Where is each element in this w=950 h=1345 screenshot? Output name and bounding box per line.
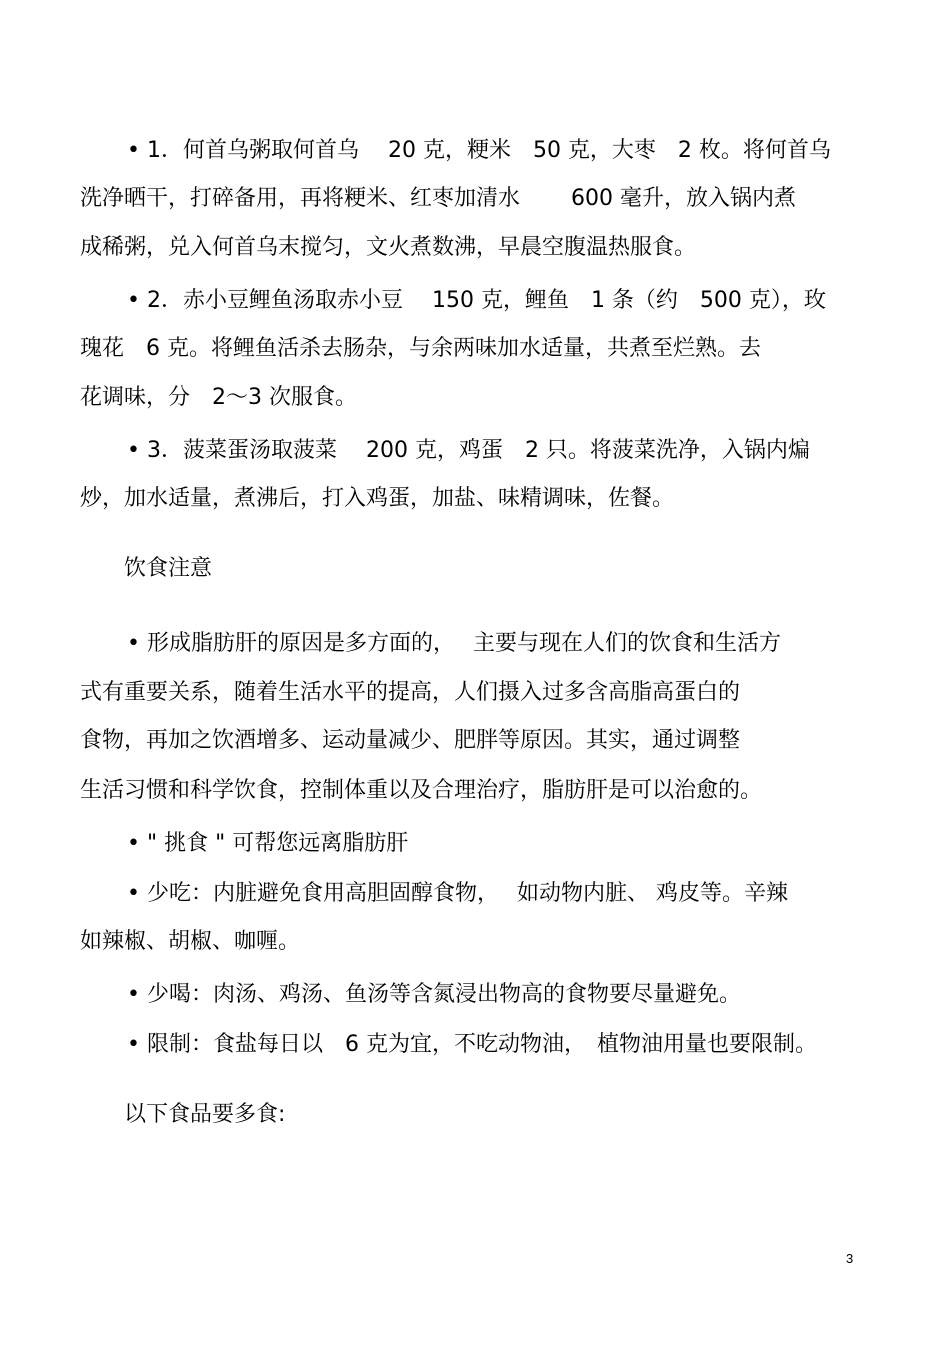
paragraph-4-line-1: • 形成脂肪肝的原因是多方面的， 主要与现在人们的饮食和生活方: [127, 631, 781, 656]
paragraph-5-line-1: • " 挑食 " 可帮您远离脂肪肝: [127, 831, 409, 856]
paragraph-4-line-2: 式有重要关系，随着生活水平的提高，人们摄入过多含高脂高蛋白的: [80, 680, 741, 705]
paragraph-3-line-2: 炒，加水适量，煮沸后，打入鸡蛋，加盐、味精调味，佐餐。: [80, 486, 675, 511]
paragraph-6-line-1: • 少吃：内脏避免食用高胆固醇食物， 如动物内脏、 鸡皮等。辛辣: [127, 881, 788, 906]
paragraph-4-line-4: 生活习惯和科学饮食，控制体重以及合理治疗，脂肪肝是可以治愈的。: [80, 778, 763, 803]
paragraph-2-line-2: 瑰花 6 克。将鲤鱼活杀去肠杂，与余两味加水适量，共煮至烂熟。去: [80, 336, 761, 361]
paragraph-1-line-3: 成稀粥，兑入何首乌末搅匀，文火煮数沸，早晨空腹温热服食。: [80, 235, 697, 260]
paragraph-2-line-3: 花调味，分 2～3 次服食。: [80, 385, 357, 410]
paragraph-8-line-1: • 限制：食盐每日以 6 克为宜，不吃动物油， 植物油用量也要限制。: [127, 1032, 817, 1057]
paragraph-1-line-1: • 1．何首乌粥取何首乌 20 克，粳米 50 克，大枣 2 枚。将何首乌: [127, 138, 831, 163]
paragraph-1-line-2: 洗净晒干，打碎备用，再将粳米、红枣加清水 600 毫升，放入锅内煮: [80, 186, 796, 211]
paragraph-4-line-3: 食物，再加之饮酒增多、运动量减少、肥胖等原因。其实，通过调整: [80, 728, 741, 753]
section-heading: 饮食注意: [124, 556, 213, 581]
paragraph-6-line-2: 如辣椒、胡椒、咖喱。: [80, 929, 301, 954]
paragraph-3-line-1: • 3．菠菜蛋汤取菠菜 200 克，鸡蛋 2 只。将菠菜洗净，入锅内煸: [127, 438, 810, 463]
paragraph-9-line-1: 以下食品要多食:: [124, 1102, 286, 1127]
page-number: 3: [846, 1251, 854, 1266]
paragraph-7-line-1: • 少喝：肉汤、鸡汤、鱼汤等含氮浸出物高的食物要尽量避免。: [127, 982, 741, 1007]
paragraph-2-line-1: • 2．赤小豆鲤鱼汤取赤小豆 150 克，鲤鱼 1 条（约 500 克），玫: [127, 288, 826, 313]
